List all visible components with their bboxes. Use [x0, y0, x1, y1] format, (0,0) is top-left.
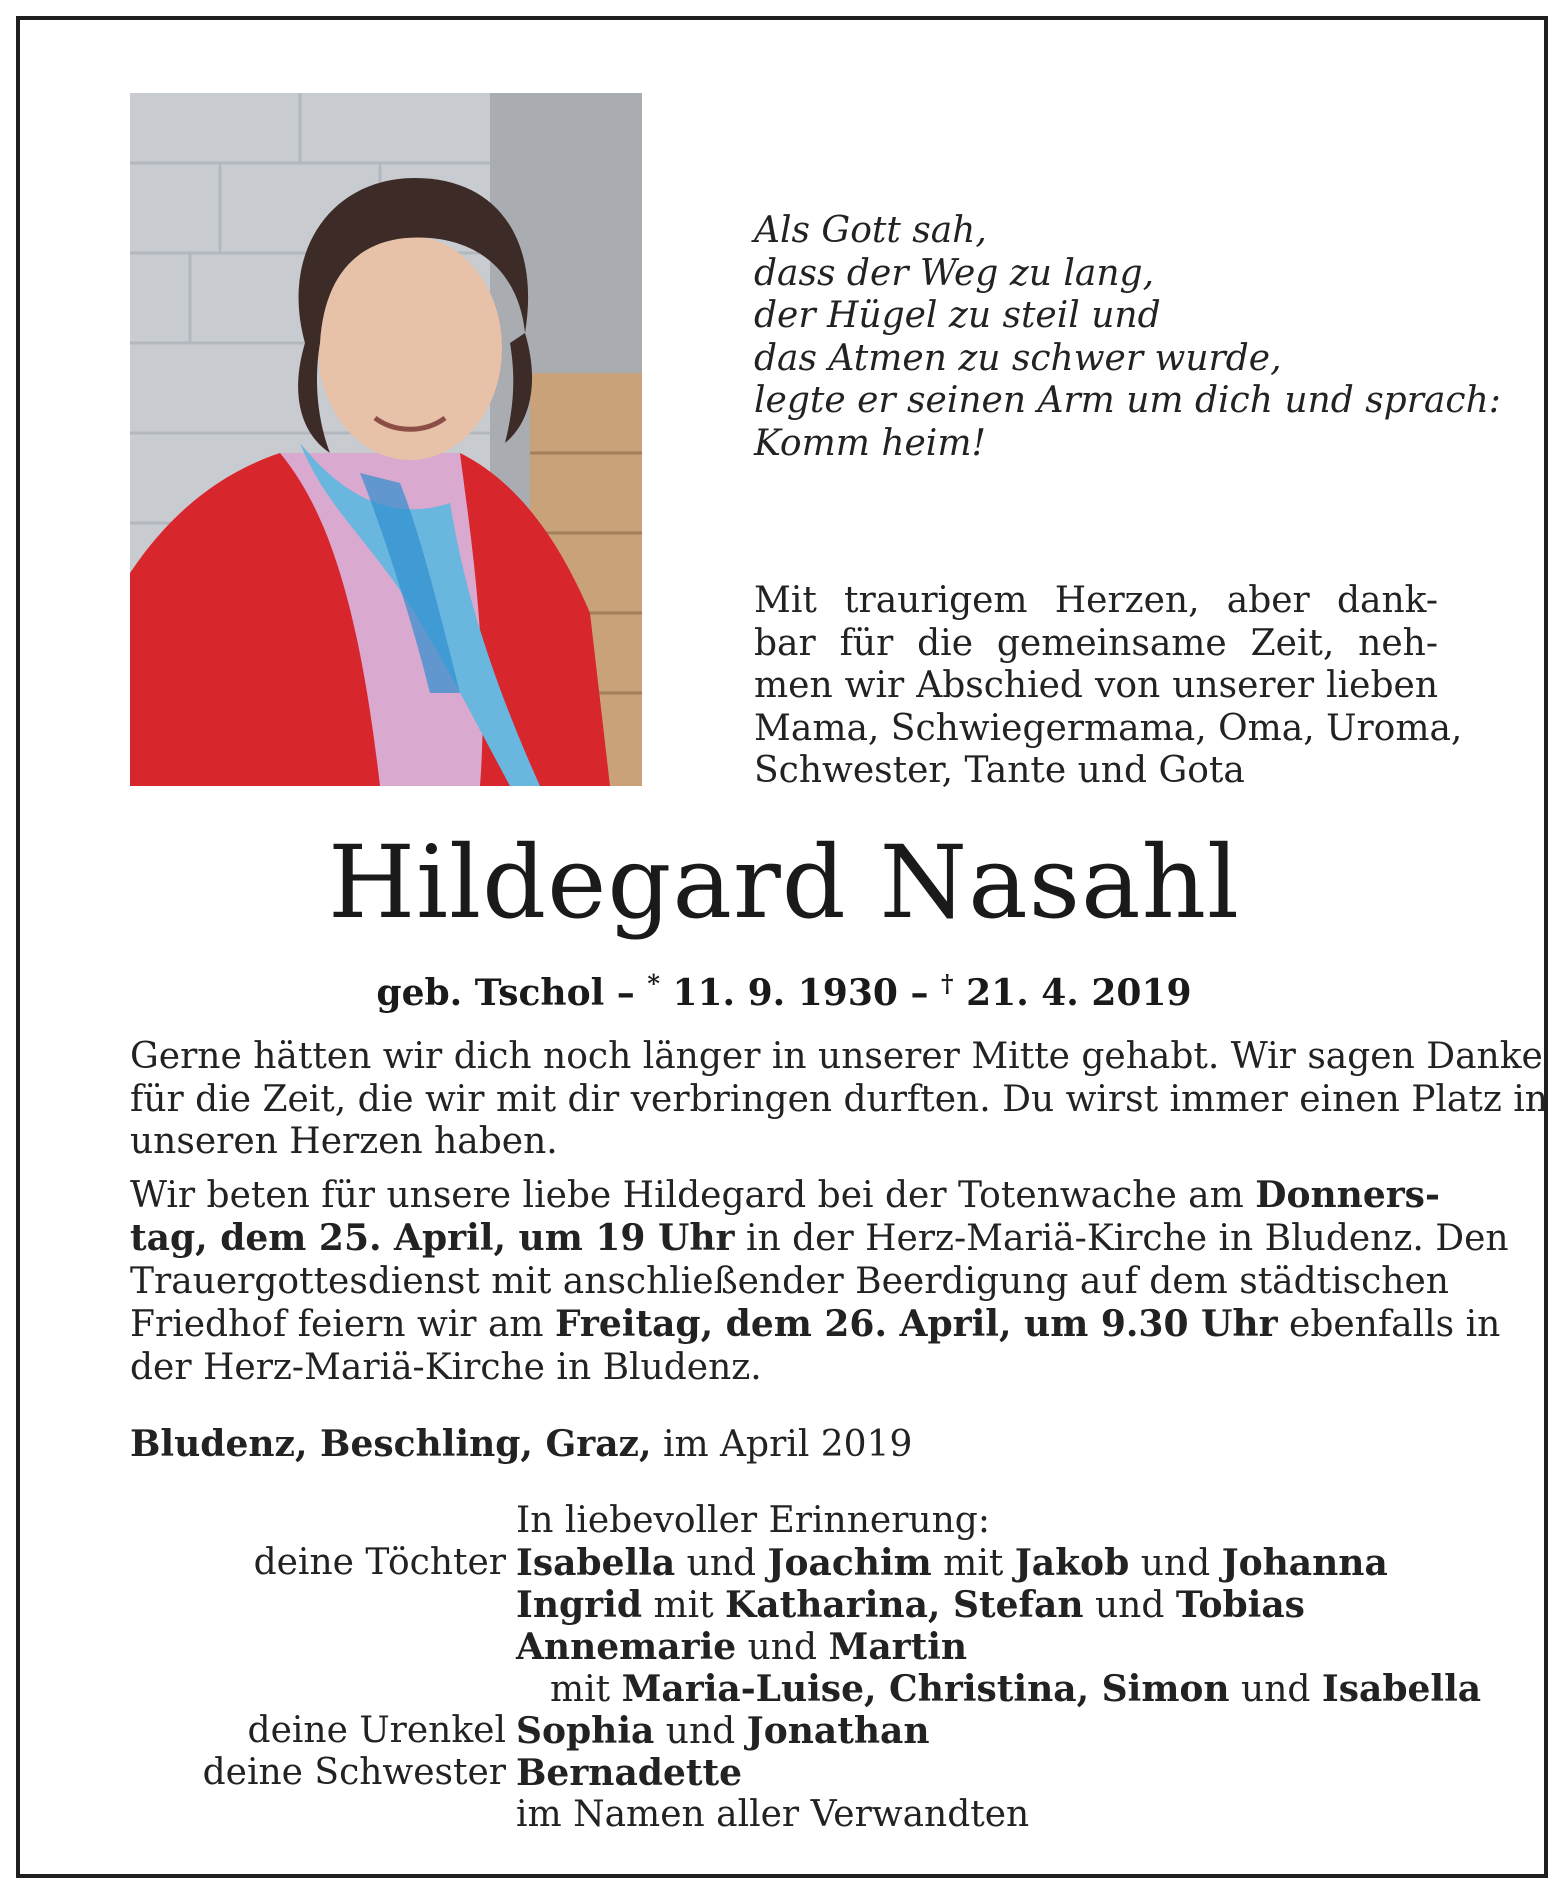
- poem-line: dass der Weg zu lang,: [754, 252, 1155, 294]
- life-dates: [0, 962, 1568, 1015]
- birth-star-icon: *: [647, 969, 660, 998]
- poem-line: der Hügel zu steil und: [754, 295, 1161, 336]
- birth-date: 11. 9. 1930: [659, 972, 898, 1014]
- role-label: deine Töchter: [253, 1542, 506, 1583]
- mourner-names: mit Maria-Luise, Christina, Simon und Isabella: [550, 1668, 1482, 1710]
- text-run: Wir beten für unsere liebe Hildegard bei der Totenwache am: [130, 1174, 1256, 1216]
- emphasis: Freitag, dem 26. April, um 9.30 Uhr: [555, 1303, 1278, 1345]
- intro-line: Schwester, Tante und Gota: [754, 750, 1245, 791]
- signature-row: [130, 1710, 1436, 1752]
- signature-row: [130, 1668, 1482, 1710]
- deceased-name: Hildegard Nasahl: [327, 824, 1241, 941]
- emphasis: tag, dem 25. April, um 19 Uhr: [130, 1217, 735, 1259]
- poem-line: das Atmen zu schwer wurde,: [754, 337, 1282, 379]
- intro-line: men wir Abschied von unserer lieben: [754, 665, 1438, 706]
- date-text: im April 2019: [651, 1424, 913, 1465]
- mourner-names: Sophia und Jonathan: [516, 1710, 930, 1752]
- signature-block: [130, 1500, 1482, 1836]
- separator: –: [604, 972, 648, 1014]
- text-run: Friedhof feiern wir am: [130, 1304, 555, 1345]
- mourner-names: Bernadette: [516, 1752, 743, 1794]
- intro-line: bar für die gemeinsame Zeit, neh-: [754, 622, 1438, 664]
- body-line: der Herz-Mariä-Kirche in Bludenz.: [130, 1346, 762, 1388]
- body-line: [130, 1303, 1501, 1347]
- poem: [754, 210, 1501, 465]
- intro-text: [754, 580, 1463, 793]
- death-cross-icon: †: [941, 969, 954, 998]
- birth-name: geb. Tschol: [376, 972, 605, 1014]
- death-date: 21. 4. 2019: [953, 972, 1192, 1014]
- mourner-names: Ingrid mit Katharina, Stefan und Tobias: [516, 1584, 1305, 1626]
- poem-line: Als Gott sah,: [754, 210, 987, 251]
- signature-row: [130, 1542, 1436, 1584]
- body-line: Trauergottesdienst mit anschließender Beerdigung auf dem städtischen: [130, 1260, 1449, 1302]
- role-label: deine Urenkel: [247, 1710, 506, 1751]
- signature-heading-row: [130, 1500, 1436, 1542]
- message-body: [130, 1036, 1548, 1389]
- signature-row: [130, 1626, 1436, 1668]
- intro-line: Mit traurigem Herzen, aber dank-: [754, 580, 1438, 621]
- place-date: [130, 1422, 912, 1467]
- places: Bludenz, Beschling, Graz,: [130, 1423, 652, 1465]
- body-line: für die Zeit, die wir mit dir verbringen durften. Du wirst immer einen Platz in: [130, 1078, 1548, 1120]
- portrait-photo: [130, 93, 642, 786]
- body-line: unseren Herzen haben.: [130, 1121, 558, 1162]
- text-run: in der Herz-Mariä-Kirche in Bludenz. Den: [734, 1218, 1509, 1259]
- body-line: [130, 1217, 1509, 1261]
- text-run: ebenfalls in: [1277, 1304, 1501, 1345]
- mourner-names: Annemarie und Martin: [516, 1626, 968, 1668]
- separator: –: [897, 972, 941, 1014]
- signature-closing: im Namen aller Verwandten: [516, 1794, 1030, 1835]
- poem-line: legte er seinen Arm um dich und sprach:: [754, 380, 1501, 421]
- intro-line: Mama, Schwiegermama, Oma, Uroma,: [754, 707, 1463, 749]
- body-line: Gerne hätten wir dich noch länger in unserer Mitte gehabt. Wir sagen Danke: [130, 1036, 1543, 1077]
- poem-line: Komm heim!: [754, 422, 986, 464]
- body-line: [130, 1173, 1440, 1218]
- emphasis: Donners-: [1255, 1173, 1440, 1216]
- service-paragraph: [130, 1173, 1509, 1390]
- signature-row: [130, 1752, 1436, 1794]
- signature-row: [130, 1584, 1436, 1626]
- signature-row: [130, 1794, 1436, 1836]
- signature-heading: In liebevoller Erinnerung:: [516, 1500, 990, 1541]
- role-label: deine Schwester: [202, 1752, 506, 1793]
- mourner-names: Isabella und Joachim mit Jakob und Johanna: [516, 1542, 1388, 1584]
